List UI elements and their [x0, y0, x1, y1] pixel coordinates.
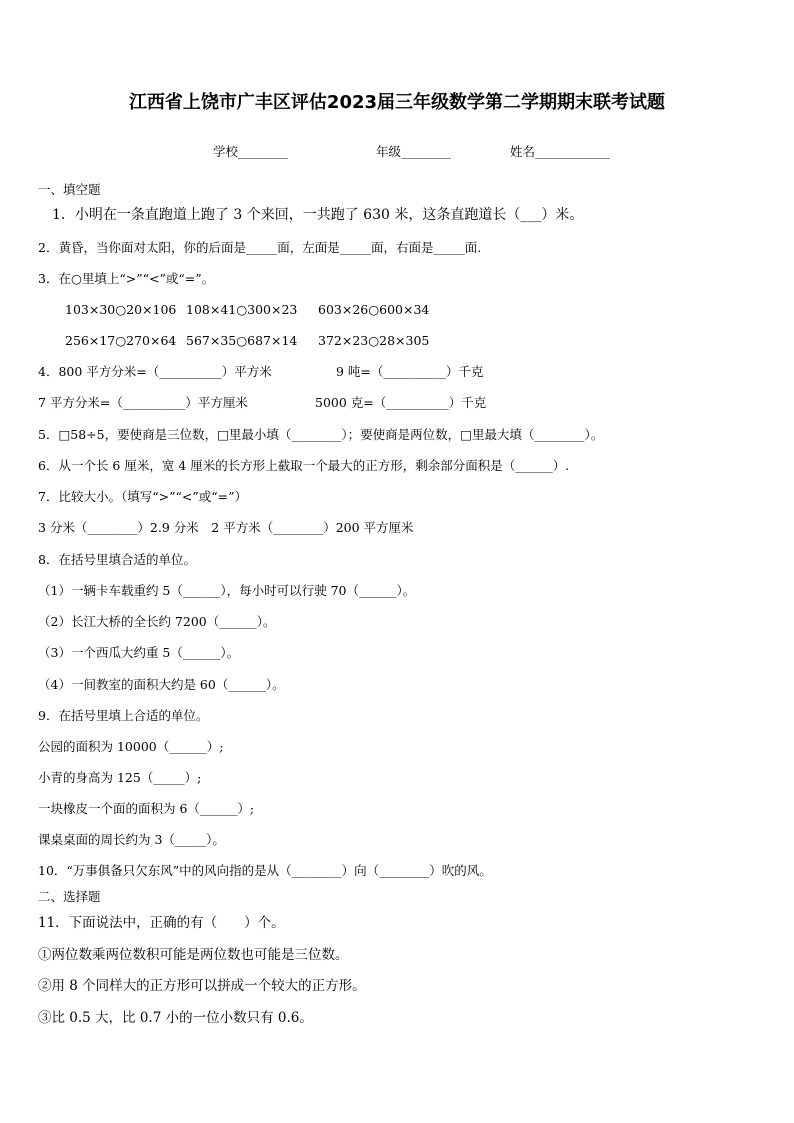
school-field: 学校________	[213, 144, 289, 159]
page-title: 江西省上饶市广丰区评估2023届三年级数学第二学期期末联考试题	[128, 92, 666, 113]
question-8-item-1: （1）一辆卡车载重约 5（______），每小时可以行驶 70（______）。	[38, 583, 416, 598]
question-9-item-1: 公园的面积为 10000（______）;	[38, 739, 224, 754]
question-11-statement-2: ②用 8 个同样大的正方形可以拼成一个较大的正方形。	[38, 978, 366, 994]
question-7: 7．比较大小。（填写“>”“<”或“=”）	[38, 489, 247, 504]
question-3: 3．在○里填上“>”“<”或“=”。	[38, 271, 215, 286]
compare-item: 103×30○20×106	[65, 302, 177, 317]
section-multiple-choice: 二、选择题	[38, 889, 101, 904]
question-4-part-a: 4．800 平方分米=（__________）平方米	[38, 364, 272, 379]
compare-item: 372×23○28×305	[318, 333, 430, 348]
question-9: 9．在括号里填上合适的单位。	[38, 708, 209, 723]
question-4-part-b: 9 吨=（__________）千克	[336, 364, 484, 379]
question-8-item-2: （2）长江大桥的全长约 7200（______）。	[38, 614, 276, 629]
compare-item: 603×26○600×34	[318, 302, 430, 317]
section-fill-blank: 一、填空题	[38, 182, 101, 197]
question-7-compare: 3 分米（________）2.9 分米 2 平方米（________）200 平方厘米	[38, 520, 414, 535]
question-6: 6．从一个长 6 厘米，宽 4 厘米的长方形上截取一个最大的正方形，剩余部分面积是（______）.	[38, 458, 570, 473]
question-9-item-3: 一块橡皮一个面的面积为 6（______）;	[38, 801, 255, 816]
question-10: 10．“万事俱备只欠东风”中的风向指的是从（________）向（________）吹的风。	[38, 863, 492, 878]
question-2: 2．黄昏，当你面对太阳，你的后面是_____面，左面是_____面，右面是_____面.	[38, 240, 482, 255]
question-1: 1．小明在一条直跑道上跑了 3 个来回，一共跑了 630 米，这条直跑道长（___）米。	[52, 207, 584, 223]
grade-field: 年级________	[376, 144, 452, 159]
compare-item: 567×35○687×14	[186, 333, 298, 348]
question-8-item-4: （4）一间教室的面积大约是 60（______）。	[38, 677, 285, 692]
question-11-statement-3: ③比 0.5 大，比 0.7 小的一位小数只有 0.6。	[38, 1010, 313, 1026]
compare-item: 108×41○300×23	[186, 302, 298, 317]
name-field: 姓名____________	[510, 144, 611, 159]
question-5: 5．□58÷5，要使商是三位数，□里最小填（________）；要使商是两位数，□里最大填（________）。	[38, 427, 604, 442]
question-11-statement-1: ①两位数乘两位数积可能是两位数也可能是三位数。	[38, 947, 349, 963]
question-4-part-c: 7 平方分米=（__________）平方厘米	[38, 395, 248, 410]
question-8: 8．在括号里填合适的单位。	[38, 552, 196, 567]
question-9-item-2: 小青的身高为 125（_____）;	[38, 770, 202, 785]
compare-item: 256×17○270×64	[65, 333, 177, 348]
question-9-item-4: 课桌桌面的周长约为 3（_____）。	[38, 832, 225, 847]
question-11: 11．下面说法中，正确的有（ ）个。	[38, 915, 285, 931]
question-4-part-d: 5000 克=（__________）千克	[315, 395, 487, 410]
question-8-item-3: （3）一个西瓜大约重 5（______）。	[38, 645, 240, 660]
